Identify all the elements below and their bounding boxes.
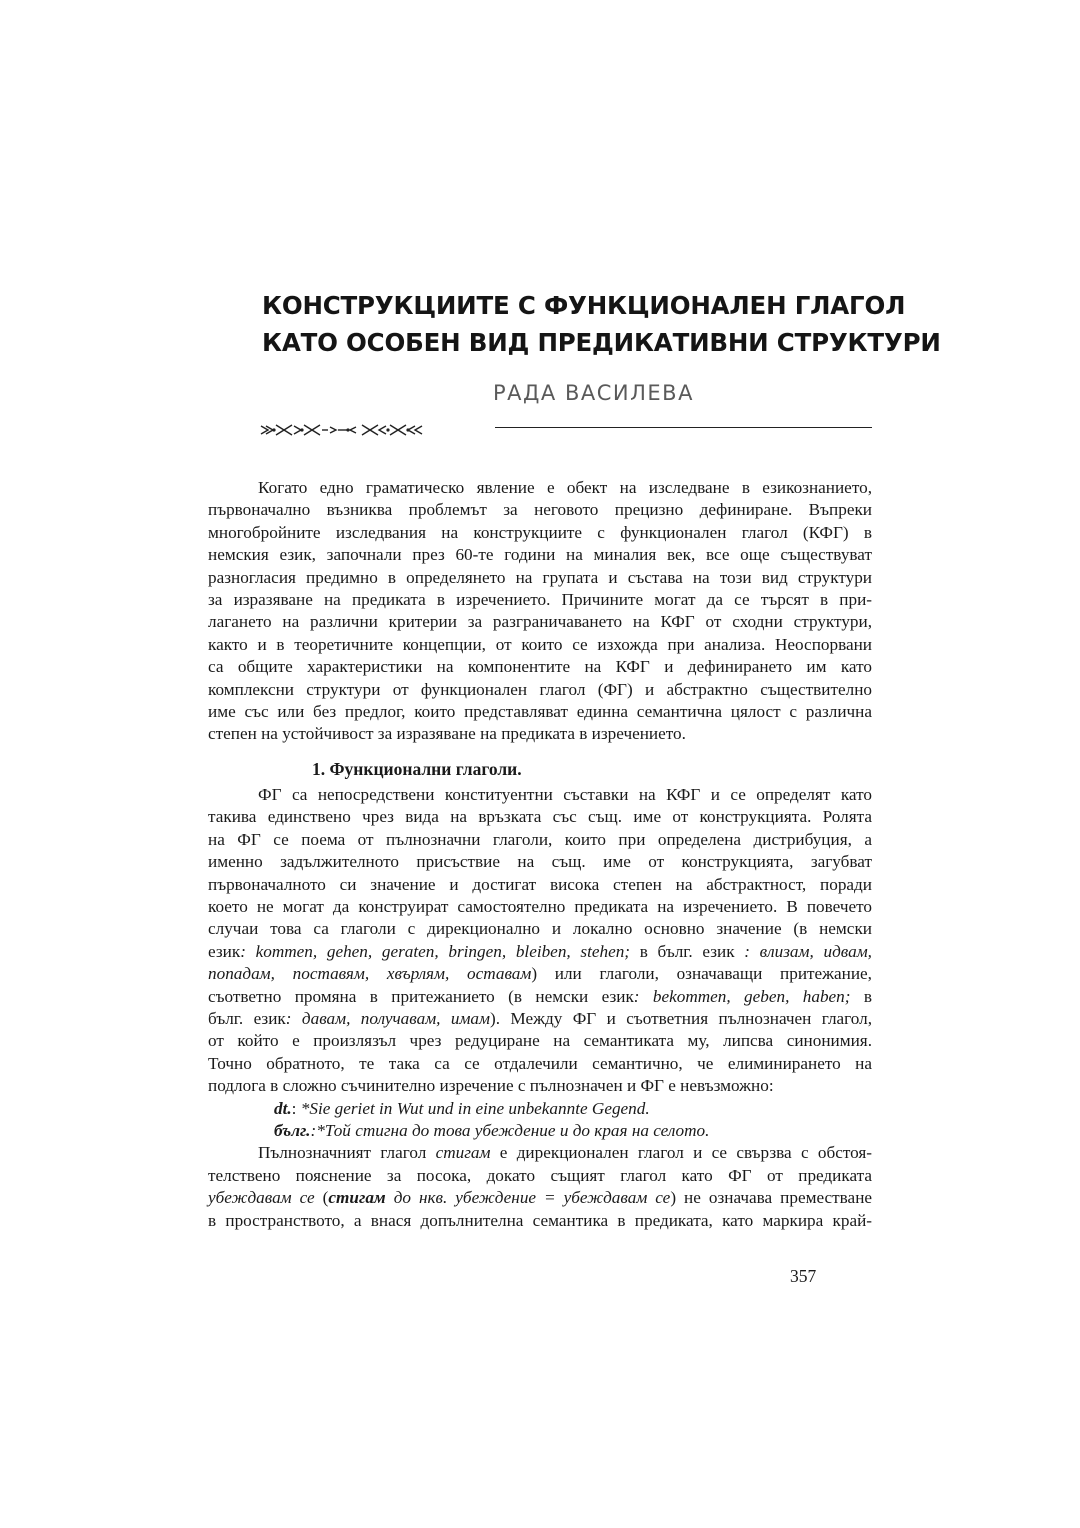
paragraph-line xyxy=(208,963,872,985)
paragraph-line: са общите характеристики на компонентите на КФГ и дефинирането им като xyxy=(208,657,872,677)
title-divider-rule xyxy=(495,427,872,428)
example-label: dt. xyxy=(274,1098,292,1118)
paragraph-line: Точно обратното, те така са се отдалечили семантично, че елиминирането на xyxy=(208,1053,872,1073)
text-run: език xyxy=(208,941,241,961)
paragraph-line: за изразяване на предиката в изречението. Причините могат да се търсят в при- xyxy=(208,589,872,609)
text-run: в xyxy=(850,986,872,1006)
text-run: ) или глаголи, означаващи притежание, xyxy=(531,964,872,984)
bulgarian-verbs: : влизам, идвам, xyxy=(734,941,872,961)
example-german xyxy=(208,1098,872,1120)
text-run: Пълнозначният глагол xyxy=(258,1143,436,1163)
paragraph-line xyxy=(208,986,872,1008)
paragraph-line xyxy=(208,1187,872,1209)
paragraph-line: многобройните изследвания на конструкциите с функционален глагол (КФГ) в xyxy=(208,522,872,542)
paragraph-line: в пространството, а внася допълнителна семантика в предиката, като маркира край- xyxy=(208,1210,872,1230)
example-bulgarian xyxy=(208,1120,872,1142)
paragraph-line: което не могат да конструират самостоятелно предиката на изречението. В повечето xyxy=(208,897,872,917)
paragraph-line: подлога в сложно съчинително изречение с пълнозначен и ФГ е невъзможно: xyxy=(208,1076,774,1096)
emphasis: до нкв. убеждение = убеждавам се xyxy=(385,1188,671,1208)
paragraph-line xyxy=(208,941,872,963)
bulgarian-verbs: попадам, поставям, хвърлям, оставам xyxy=(208,964,532,984)
paragraph-line: на ФГ се поема от пълнозначни глаголи, които при определена дистрибуция, а xyxy=(208,829,872,849)
page-number: 357 xyxy=(790,1266,817,1286)
paragraph-line xyxy=(208,1142,872,1164)
strong-emphasis: стигам xyxy=(328,1188,386,1208)
paragraph-line: лагането на различни критерии за разграничаването на КФГ от сходни структури, xyxy=(208,612,872,632)
paragraph-line: разногласия предимно в определянето на групата и състава на този вид структури xyxy=(208,567,872,587)
paragraph-line: както и в теоретичните концепции, от които се изхожда при анализа. Неоспорвани xyxy=(208,634,872,654)
paragraph-line: именно задължителното присъствие на същ. име от конструкцията, загубват xyxy=(208,852,872,872)
decorative-ornament-icon xyxy=(258,418,428,442)
example-separator: : xyxy=(291,1098,301,1118)
emphasis: стигам xyxy=(435,1143,491,1163)
paragraph-line: немския език, започнали през 60-те години на миналия век, все още съществуват xyxy=(208,545,872,565)
section-heading: 1. Функционални глаголи. xyxy=(312,758,522,779)
paragraph-line: телствено пояснение за посока, докато същият глагол като ФГ от предиката xyxy=(208,1165,872,1185)
text-run: в бълг. език xyxy=(630,941,735,961)
paragraph-line: ФГ са непосредствени конституентни съставки на КФГ и се определят като xyxy=(258,785,872,805)
paragraph-line: от който е произлязъл чрез редуциране на семантиката му, липсва синонимия. xyxy=(208,1031,872,1051)
paragraph-line: първоначалното си значение и достигат висока степен на абстрактност, поради xyxy=(208,874,872,894)
paragraph-line: Когато едно граматическо явление е обект на изследване в езикознанието, xyxy=(258,478,872,497)
bulgarian-verbs: : давам, получавам, имам xyxy=(285,1008,490,1028)
text-run: е дирекционален глагол и се свързва с обстоя- xyxy=(490,1143,873,1163)
paragraph-line: първоначално възниква проблемът за неговото прецизно дефиниране. Въпреки xyxy=(208,500,872,520)
title-line-2: КАТО ОСОБЕН ВИД ПРЕДИКАТИВНИ СТРУКТУРИ xyxy=(262,328,941,357)
paragraph-line: име със или без предлог, които представляват единна семантична цялост с различна xyxy=(208,701,872,721)
example-text: *Sie geriet in Wut und in eine unbekannte Gegend. xyxy=(300,1098,650,1118)
title-line-1: КОНСТРУКЦИИТЕ С ФУНКЦИОНАЛЕН ГЛАГОЛ xyxy=(262,291,906,320)
paragraph-line: такива единствено чрез вида на връзката със същ. име от конструкцията. Ролята xyxy=(208,807,872,827)
paragraph-line: комплексни структури от функционален глагол (ФГ) и абстрактно съществително xyxy=(208,679,872,699)
text-run: ) не означава преместване xyxy=(670,1188,873,1208)
paragraph-line: случаи това са глаголи с дирекционално и локално основно значение (в немски xyxy=(208,919,872,939)
german-verbs: : bekommen, geben, haben; xyxy=(633,986,851,1006)
author-name: РАДА ВАСИЛЕВА xyxy=(493,381,694,405)
emphasis: убеждавам се xyxy=(208,1188,315,1208)
text-run: съответно промяна в притежанието (в немски език xyxy=(208,986,634,1006)
text-run: ( xyxy=(314,1188,329,1208)
paragraph-line: степен на устойчивост за изразяване на предиката в изречението. xyxy=(208,724,686,744)
article-body xyxy=(208,477,872,1232)
text-run: бълг. език xyxy=(208,1008,286,1028)
article-title xyxy=(262,287,941,361)
example-label: бълг. xyxy=(274,1120,311,1140)
example-text: *Той стигна до това убеждение и до края на селото. xyxy=(316,1120,710,1140)
german-verbs: : kommen, gehen, geraten, bringen, bleiben, stehen; xyxy=(240,941,631,961)
example-separator: : xyxy=(310,1120,317,1140)
paragraph-line xyxy=(208,1008,872,1030)
text-run: ). Между ФГ и съответния пълнозначен глагол, xyxy=(490,1008,873,1028)
